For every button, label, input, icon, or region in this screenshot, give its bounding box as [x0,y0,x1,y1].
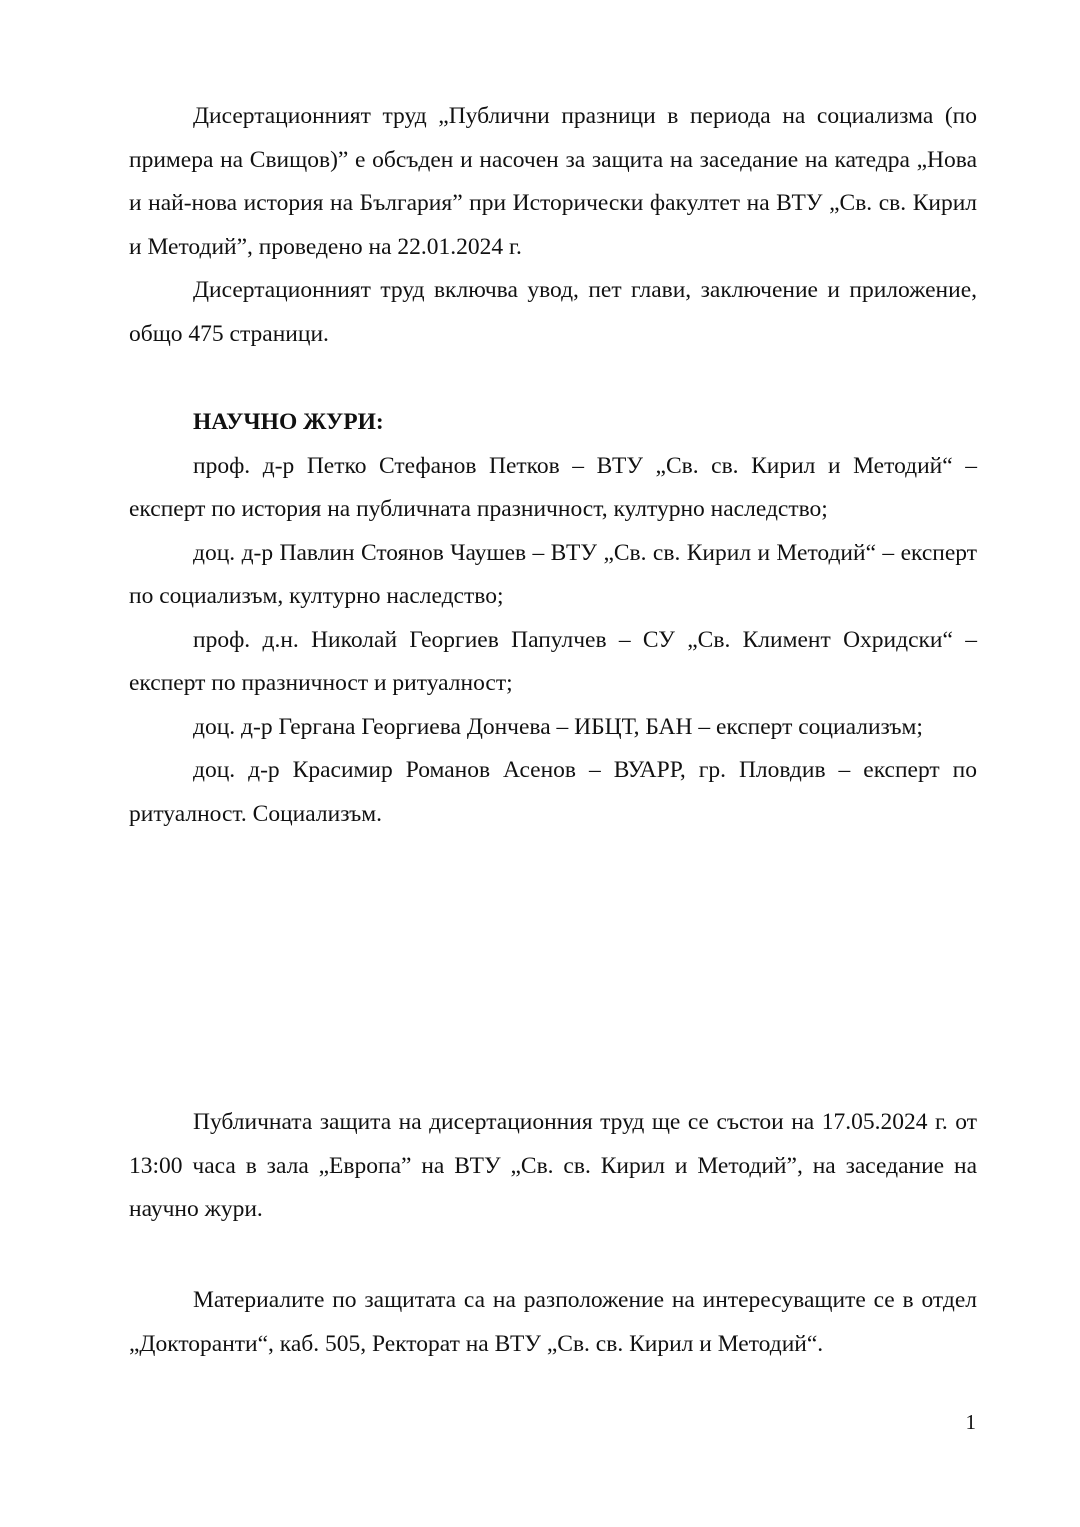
jury-member-1: проф. д-р Петко Стефанов Петков – ВТУ „Св. св. Кирил и Методий“ – експерт по история на публичната празничност, културно наследство; [129,452,977,522]
jury-member-4: доц. д-р Гергана Георгиева Дончева – ИБЦТ, БАН – експерт социализъм; [193,713,923,740]
jury-member-5: доц. д-р Красимир Романов Асенов – ВУАРР, гр. Пловдив – експерт по ритуалност. Социализъм. [129,757,977,827]
materials-section [129,1279,977,1366]
page-number: 1 [965,1410,976,1434]
intro-paragraph-1: Дисертационният труд „Публични празници в периода на социализма (по примера на Свищов)” е обсъден и насочен за защита на заседание на катедра „Нова и най-нова история на България” при Исторически факултет на ВТУ „Св. св. Кирил и Методий”, проведено на 22.01.2024 г. [129,103,977,260]
jury-section [129,401,977,836]
jury-heading: НАУЧНО ЖУРИ: [193,409,384,435]
materials-paragraph: Материалите по защитата са на разположение на интересуващите се в отдел „Докторанти“, каб. 505, Ректорат на ВТУ „Св. св. Кирил и Методий“. [129,1287,977,1357]
intro-paragraph-2: Дисертационният труд включва увод, пет глави, заключение и приложение, общо 475 страници. [129,277,977,347]
defense-section [129,1101,977,1232]
defense-paragraph: Публичната защита на дисертационния труд ще се състои на 17.05.2024 г. от 13:00 часа в зала „Европа” на ВТУ „Св. св. Кирил и Методий”, на заседание на научно жури. [129,1109,977,1222]
intro-section [129,95,977,356]
jury-member-3: проф. д.н. Николай Георгиев Папулчев – СУ „Св. Климент Охридски“ – експерт по празничност и ритуалност; [129,626,977,696]
jury-member-2: доц. д-р Павлин Стоянов Чаушев – ВТУ „Св. св. Кирил и Методий“ – експерт по социализъм, културно наследство; [129,539,977,609]
